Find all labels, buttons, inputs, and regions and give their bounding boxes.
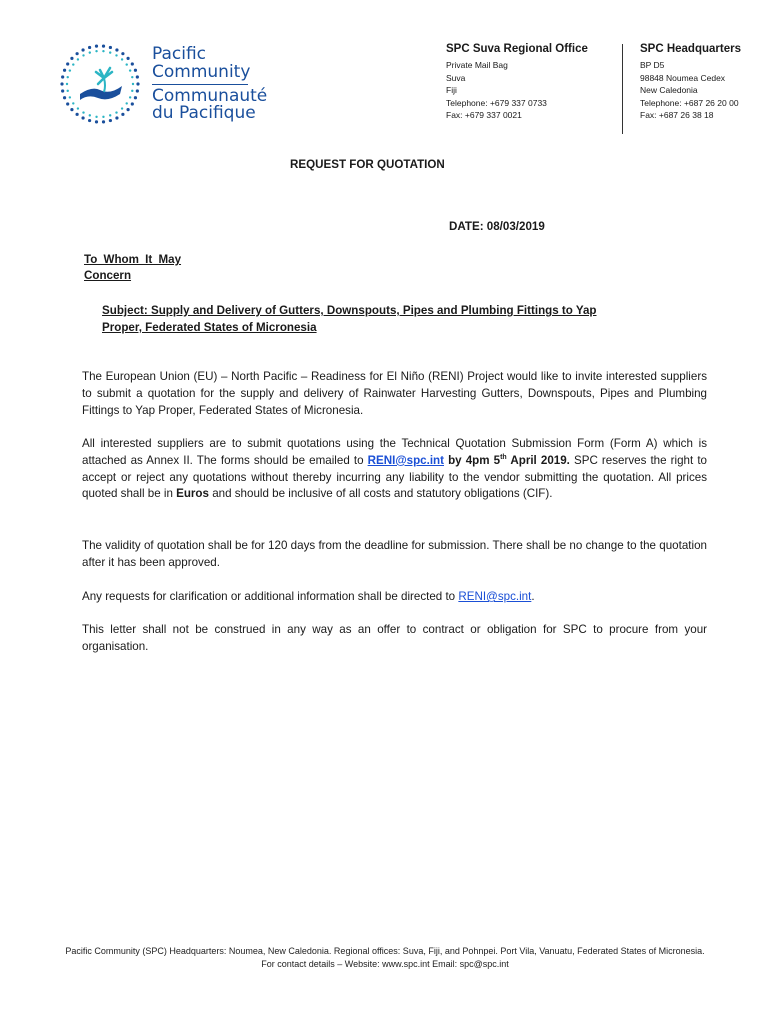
logo-dot [132,83,134,85]
page-footer [0,945,770,971]
logo-dot [70,108,73,111]
logo-dot [102,50,104,52]
logo-dot [89,114,91,116]
footer-contact: For contact details – Website: www.spc.int Email: spc@spc.int [261,959,509,969]
paragraph-submission [82,436,707,503]
office-divider [622,44,623,134]
logo-dot [109,119,112,122]
logo-dot [131,102,134,105]
subject-line: Subject: Supply and Delivery of Gutters, Downspouts, Pipes and Plumbing Fittings to Yap Proper, Federated States of Micronesia [102,304,597,334]
logo-dot [67,76,69,78]
logo-dot [102,116,104,118]
logo-dot [109,51,111,53]
hq-address-line: BP D5 [640,60,665,70]
logo-dot [69,69,71,71]
document-title: REQUEST FOR QUOTATION [290,158,445,171]
logo-dot [60,82,63,85]
deadline-part: April 2019. [506,453,570,467]
hq-fax: Fax: +687 26 38 18 [640,110,714,120]
submission-text: SPC reserves the right to accept or reject any quotations without thereby incurring any liability to the vendor submitting the quotation. All prices quoted shall be in [82,453,707,501]
logo-dot [126,63,128,65]
logo-dot [61,75,64,78]
paragraph-clarification [82,589,707,606]
hq-address-line: New Caledonia [640,85,698,95]
clarification-text: Any requests for clarification or additional information shall be directed to [82,590,459,603]
headquarters-address [640,42,765,122]
logo-dot [76,52,79,55]
org-name-divider [152,84,248,85]
logo-palm-trunk [104,78,105,92]
paragraph-validity: The validity of quotation shall be for 120 days from the deadline for submission. There shall be no change to the quotation after it has been approved. [82,539,707,569]
logo-dot [115,111,117,113]
paragraph-disclaimer: This letter shall not be construed in any way as an offer to contract or obligation for SPC to procure from your organisation. [82,623,707,653]
logo-dot [81,116,84,119]
logo-dot [136,82,139,85]
org-name-fr-line1: Communauté [152,86,268,106]
logo-dot [136,89,139,92]
suva-office-title: SPC Suva Regional Office [446,43,588,55]
logo-dot [76,113,79,116]
hq-address-line: 98848 Noumea Cedex [640,72,726,83]
logo-dot [77,58,79,60]
logo-dot [134,96,137,99]
document-date: DATE: 08/03/2019 [449,220,545,233]
submission-text: and should be inclusive of all costs and statutory obligations (CIF). [208,487,553,501]
email-link[interactable]: RENI@spc.int [367,453,444,467]
logo-dot [109,46,112,49]
deadline-text [444,454,570,467]
logo-dot [81,48,84,51]
logo-dot [115,54,117,56]
logo-dot [121,107,123,109]
logo-dot [126,108,129,111]
logo-dot [121,52,124,55]
suva-telephone: Telephone: +679 337 0733 [446,97,547,108]
logo-dot [126,102,128,104]
logo-dot [95,45,98,48]
logo-dot [115,48,118,51]
suva-address-line: Suva [446,72,466,83]
logo-dot [95,120,98,123]
footer-offices: Pacific Community (SPC) Headquarters: Noumea, New Caledonia. Regional offices: Suva, Fiji, and Pohnpei. Port Vila, Vanuatu, Federated States of Micronesia. [65,946,705,956]
logo-dot [63,69,66,72]
spc-logo-emblem [58,42,142,126]
logo-dot [89,51,91,53]
logo-dot [69,96,71,98]
logo-dot [131,76,133,78]
logo-wave [80,86,122,100]
logo-dot [88,119,91,122]
org-name-en-line1: Pacific [152,44,207,64]
hq-telephone: Telephone: +687 26 20 00 [640,97,739,108]
logo-dot [131,62,134,65]
clarification-end: . [531,590,535,603]
paragraph-intro: The European Union (EU) – North Pacific – Readiness for El Niño (RENI) Project would like to invite interested suppliers to submit a quotation for the supply and delivery of Rainwater Harvesting Gutters, Downspouts, Pipes and Plumbing Fittings to Yap Proper, Federated States of Micronesia. [82,370,707,417]
logo-dot [66,102,69,105]
suva-address-line: Private Mail Bag [446,60,508,70]
logo-dot [72,63,74,65]
logo-dot [67,90,69,92]
logo-dot [77,107,79,109]
logo-dot [72,102,74,104]
logo-dot [82,54,84,56]
logo-dot [136,75,139,78]
logo-dot [61,89,64,92]
logo-dot [66,62,69,65]
logo-dot [82,111,84,113]
email-link[interactable]: RENI@spc.int [458,590,532,603]
suva-address-line: Fiji [446,85,457,95]
logo-dot [121,113,124,116]
suva-office-address [446,42,616,122]
logo-dot [95,50,97,52]
logo-dot [121,58,123,60]
deadline-part: by 4pm 5 [444,453,501,467]
logo-dot [102,120,105,123]
submission-text: All interested suppliers are to submit quotations using the Technical Quotation Submission Form (Form A) which is attached as Annex II. The forms should be emailed to [82,437,707,467]
suva-fax: Fax: +679 337 0021 [446,110,522,120]
org-name-en-line2: Community [152,62,251,82]
currency-text: Euros [176,487,209,501]
logo-dot [109,114,111,116]
logo-dot [134,69,137,72]
deadline-suffix: th [500,453,507,461]
logo-dot [88,46,91,49]
logo-dot-ring [60,45,139,124]
logo-dot [115,116,118,119]
headquarters-title: SPC Headquarters [640,43,741,55]
logo-dot [63,96,66,99]
logo-dot [131,90,133,92]
logo-dot [129,96,131,98]
logo-dot [102,45,105,48]
logo-dot [129,69,131,71]
logo-dot [126,57,129,60]
logo-dot [70,57,73,60]
org-name-fr-line2: du Pacifique [152,103,256,123]
logo-dot [66,83,68,85]
salutation: To Whom It May Concern [84,253,182,282]
logo-dot [95,116,97,118]
